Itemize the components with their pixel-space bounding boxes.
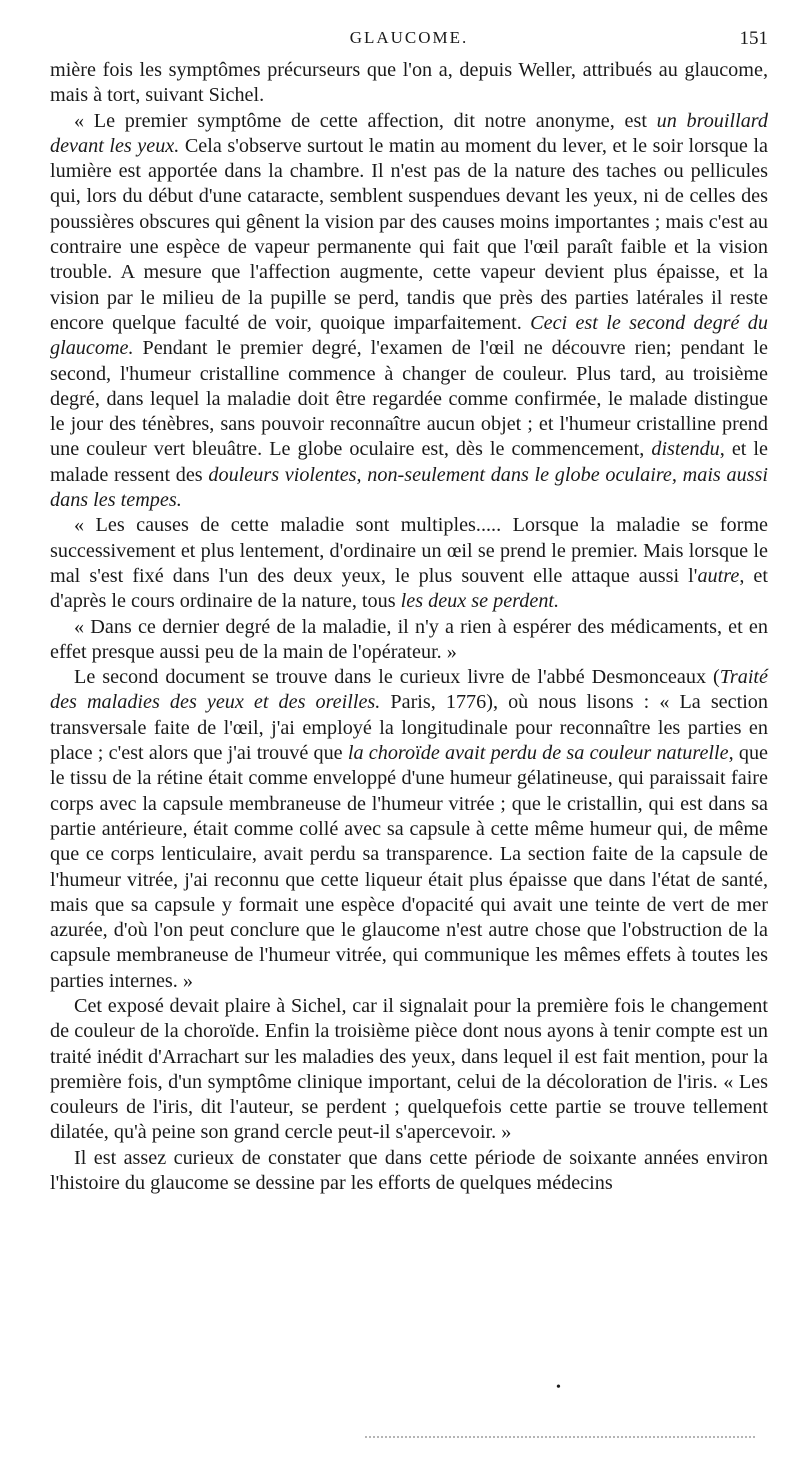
text-run: , et le malade ressent des: [50, 438, 768, 486]
footer-smudge: [365, 1436, 755, 1442]
body-text: [50, 58, 768, 1196]
italic-run: douleurs violentes, non-seulement dans le globe oculaire, mais aussi dans les tempes.: [50, 463, 769, 512]
italic-run: un brouillard devant les yeux.: [50, 109, 769, 157]
italic-run: la choroïde avait perdu de sa couleur naturelle: [347, 742, 729, 765]
text-run: Le second document se trouve dans le curieux livre de l'abbé Desmonceaux (: [74, 666, 720, 689]
italic-run: Traité des maladies des yeux et des oreilles.: [50, 666, 768, 714]
text-run: Il est assez curieux de constater que dans cette période de soixante années environ l'histoire du glaucome se dessine par les efforts de quelques médecins: [50, 1146, 768, 1195]
paragraph: [50, 58, 768, 109]
page-number: 151: [739, 28, 768, 49]
text-run: mière fois les symptômes précurseurs que l'on a, depuis Weller, attribués au glaucome, mais à tort, suivant Sichel.: [50, 59, 768, 107]
paragraph: [50, 665, 768, 994]
italic-run: Ceci est le second degré du glaucome.: [50, 311, 768, 360]
text-run: « Dans ce dernier degré de la maladie, il n'y a rien à espérer des médicaments, et en effet presque aussi peu de la main de l'opérateur. »: [50, 615, 768, 663]
paragraph: [50, 513, 768, 614]
italic-run: les deux se perdent.: [400, 590, 560, 613]
paragraph: [50, 109, 768, 514]
text-run: « Le premier symptôme de cette affection, dit notre anonyme, est: [74, 109, 657, 132]
paragraph: [50, 1146, 768, 1197]
paragraph: [50, 615, 768, 666]
running-title: GLAUCOME.: [349, 28, 469, 47]
text-run: Cela s'observe surtout le matin au moment du lever, et le soir lorsque la lumière est apportée dans la chambre. Il n'est pas de la nature des taches ou pellicules qui, lors du début d'une cataracte, semblent suspendues devant les yeux, ni de celles des poussières obscures qui gênent la vision par des causes moins importantes ; mais c'est au contraire une espèce de vapeur permanente qui fait que l'œil paraît faible et la vision trouble. A mesure que l'affection augmente, cette vapeur devient plus épaisse, et la vision par le milieu de la pupille se perd, tandis que près des parties latérales il reste encore quelque faculté de voir, quoique imparfaitement.: [50, 134, 768, 334]
bottom-mark: •: [556, 1380, 561, 1395]
page-header: [50, 22, 768, 52]
text-run: , que le tissu de la rétine était comme enveloppé d'une humeur gélatineuse, qui paraissait faire corps avec la capsule membraneuse de l'humeur vitrée ; que le cristallin, qui est dans sa partie antérieure, était comme collé avec sa capsule à cette même humeur qui, de même que ce corps lenticulaire, avait perdu sa transparence. La section faite de la capsule de l'humeur vitrée, j'ai reconnu que cette liqueur était plus épaisse que dans l'état de santé, mais que sa capsule y formait une espèce d'opacité qui avait une teinte de vert de mer azurée, d'où l'on peut conclure que le glaucome n'est autre chose que l'obstruction de la capsule membraneuse de l'humeur vitrée, qui communique les mêmes effets à toutes les parties internes. »: [50, 742, 769, 992]
italic-run: autre: [697, 564, 740, 587]
text-run: Cet exposé devait plaire à Sichel, car il signalait pour la première fois le changement de couleur de la choroïde. Enfin la troisième pièce dont nous ayons à tenir compte est un traité inédit d'Arrachart sur les maladies des yeux, dans lequel il est fait mention, pour la première fois, d'un symptôme clinique important, celui de la décoloration de l'iris. « Les couleurs de l'iris, dit l'auteur, se perdent ; quelquefois cette partie se trouve tellement dilatée, qu'à peine son grand cercle peut-il s'apercevoir. »: [50, 994, 768, 1144]
text-run: « Les causes de cette maladie sont multiples..... Lorsque la maladie se forme successivement et plus lentement, d'ordinaire un œil se prend le premier. Mais lorsque le mal s'est fixé dans l'un des deux yeux, le plus souvent elle attaque aussi l': [50, 514, 768, 587]
paragraph: [50, 994, 768, 1146]
text-run: Paris, 1776), où nous lisons : « La section transversale faite de l'œil, j'ai employé la longitudinale pour reconnaître les parties en place ; c'est alors que j'ai trouvé que: [50, 691, 768, 765]
text-run: , et d'après le cours ordinaire de la nature, tous: [50, 564, 768, 613]
italic-run: distendu: [651, 438, 720, 461]
text-run: Pendant le premier degré, l'examen de l'œil ne découvre rien; pendant le second, l'humeur cristalline commence à changer de couleur. Plus tard, au troisième degré, dans lequel la maladie doit être regardée comme confirmée, le malade distingue le jour des ténèbres, sans pouvoir reconnaître aucun objet ; et l'humeur cristalline prend une couleur vert bleuâtre. Le globe oculaire est, dès le commencement,: [50, 337, 768, 461]
